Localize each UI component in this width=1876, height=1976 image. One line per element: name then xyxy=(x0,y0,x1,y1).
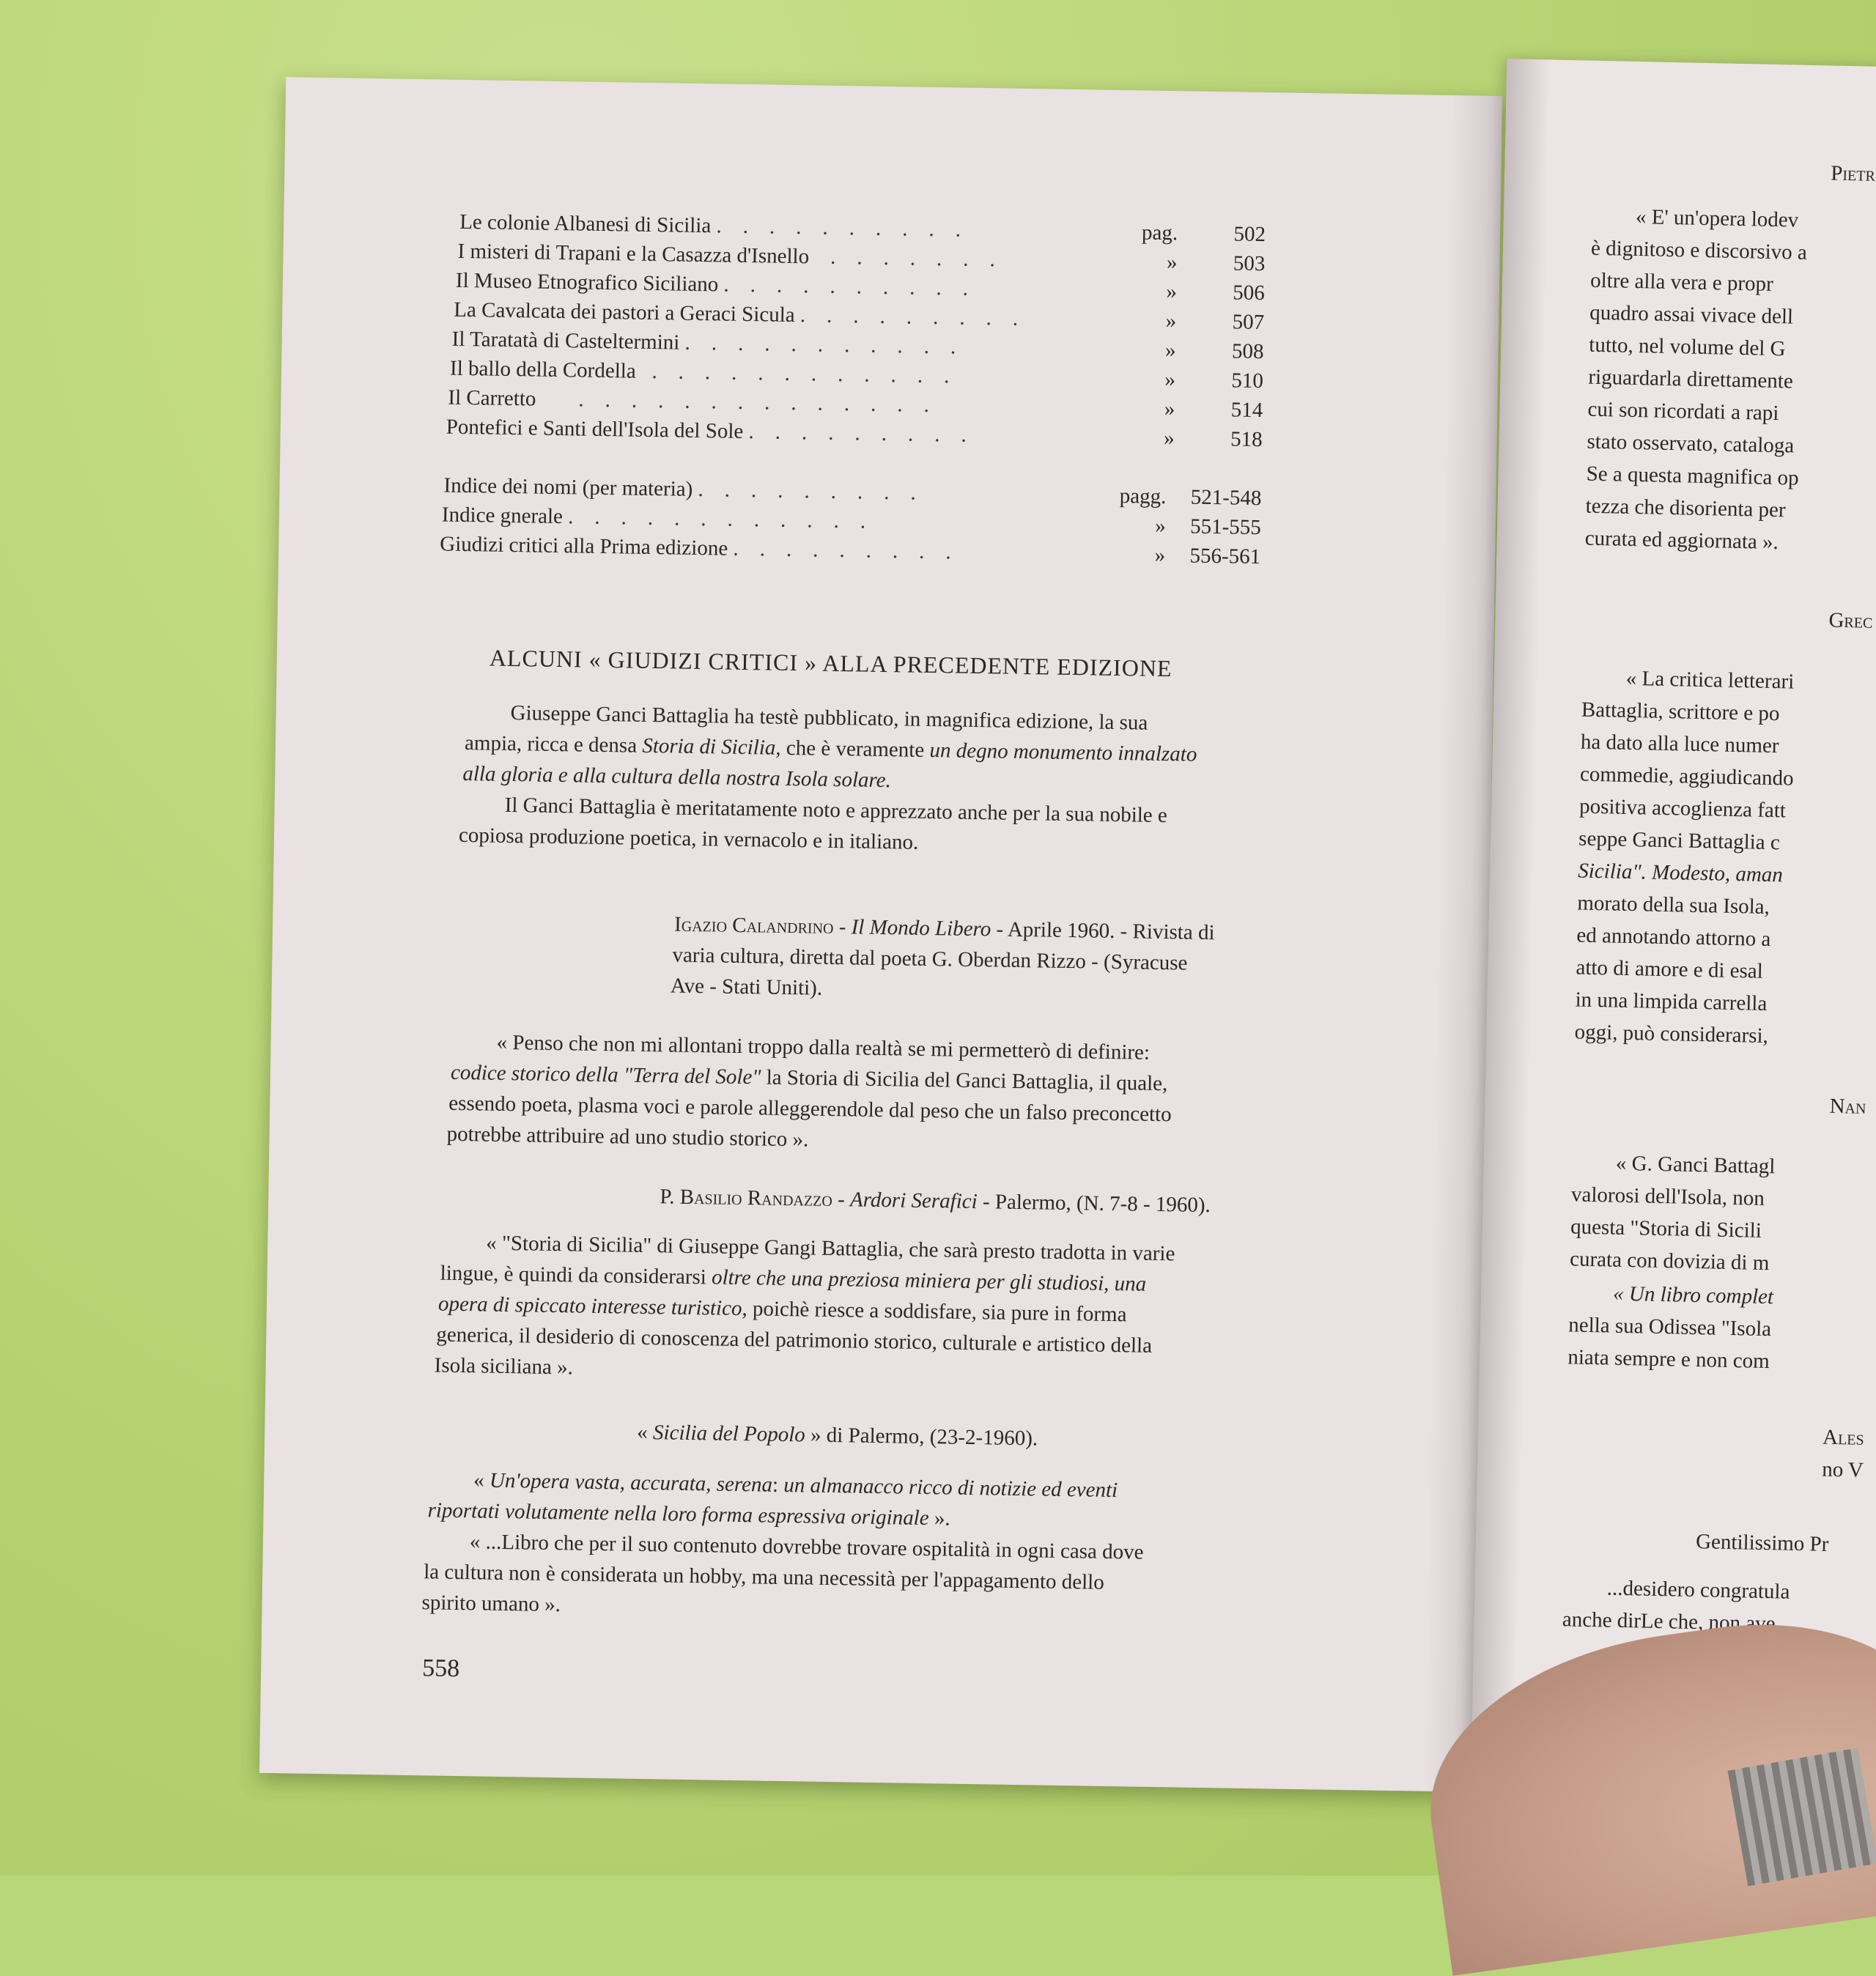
right-line: curata ed aggiornata ». xyxy=(1584,526,1779,555)
review-paragraph-1: Giuseppe Ganci Battaglia ha testè pubblicato, in magnifica edizione, la sua ampia, ricca e densa Storia di Sicilia, che è veramente un degno monumento innalzato alla gloria e alla cultura della nostra Isola solare. Il Ganci Battaglia è meritatamente noto e apprezzato anche per la sua nobile e copiosa produzione poetica, in vernacolo e in italiano. xyxy=(458,701,1197,854)
right-line: oltre alla vera e propr xyxy=(1589,268,1774,296)
right-line: valorosi dell'Isola, non xyxy=(1570,1183,1765,1210)
review-credit-2: P. Basilio Randazzo - Ardori Serafici - Palermo, (N. 7-8 - 1960). xyxy=(660,1185,1211,1218)
right-line: Pietr xyxy=(1830,161,1876,186)
right-line: tutto, nel volume del G xyxy=(1589,333,1786,361)
page-number: 558 xyxy=(421,1654,460,1683)
right-line: Battaglia, scrittore e po xyxy=(1581,697,1780,726)
toc-entry: I misteri di Trapani e la Casazza d'Isnello . . . . . . . xyxy=(457,239,996,272)
toc-page: 556-561 xyxy=(1189,544,1261,569)
right-line: ha dato alla luce numer xyxy=(1580,730,1779,758)
toc-page: 521-548 xyxy=(1190,485,1262,511)
right-line: ed annotando attorno a xyxy=(1576,923,1771,952)
right-line: nella sua Odissea "Isola xyxy=(1567,1313,1772,1342)
toc-prefix: » xyxy=(1166,280,1178,304)
toc-prefix: » xyxy=(1164,338,1176,363)
toc-entry: Indice gnerale . . . . . . . . . . . . xyxy=(441,503,866,533)
toc-prefix: pagg. xyxy=(1119,484,1167,509)
toc-entry: La Cavalcata dei pastori a Geraci Sicula . . . . . . . . . xyxy=(454,297,1019,330)
right-line: Gentilissimo Pr xyxy=(1695,1530,1829,1556)
toc-entry: Indice dei nomi (per materia) . . . . . . . . . xyxy=(443,473,917,505)
right-line: questa "Storia di Sicili xyxy=(1570,1215,1762,1243)
right-line: in una limpida carrella xyxy=(1575,988,1768,1015)
review-credit-3: « Sicilia del Popolo » di Palermo, (23-2-1960). xyxy=(637,1420,1038,1451)
toc-entry: Le colonie Albanesi di Sicilia . . . . . . . . . . xyxy=(459,210,961,242)
toc-entry: Il Taratatà di Casteltermini . . . . . . . . . . . xyxy=(451,327,956,359)
right-line: atto di amore e di esal xyxy=(1576,955,1764,983)
watch-strap xyxy=(1727,1748,1876,1887)
toc-prefix: pag. xyxy=(1141,221,1178,245)
right-line: « Un libro complet xyxy=(1612,1281,1774,1309)
toc-page: 518 xyxy=(1230,427,1263,452)
toc-page: 514 xyxy=(1230,398,1263,423)
right-line: stato osservato, cataloga xyxy=(1587,429,1795,458)
toc-prefix: » xyxy=(1164,367,1176,392)
toc-page: 502 xyxy=(1233,222,1266,247)
toc-entry: Il Museo Etnografico Siciliano . . . . . . . . . . xyxy=(455,268,969,300)
toc-prefix: » xyxy=(1165,309,1177,333)
review-credit-1: Igazio Calandrino - Il Mondo Libero - Aprile 1960. - Rivista di varia cultura, diretta dal poeta G. Oberdan Rizzo - (Syracuse Ave - Stati Uniti). xyxy=(670,912,1215,1000)
section-heading: ALCUNI « GIUDIZI CRITICI » ALLA PRECEDENTE EDIZIONE xyxy=(489,644,1172,682)
right-line: Grec xyxy=(1828,608,1873,633)
right-line: « E' un'opera lodev xyxy=(1635,204,1799,232)
right-line: ...desidero congratula xyxy=(1606,1576,1790,1604)
toc-prefix: » xyxy=(1154,543,1166,568)
toc-prefix: » xyxy=(1166,251,1178,275)
right-line: curata con dovizia di m xyxy=(1569,1247,1770,1276)
toc-page: 510 xyxy=(1231,369,1264,393)
toc-page: 551-555 xyxy=(1189,514,1262,540)
toc-entry: Il ballo della Cordella . . . . . . . . . . . . xyxy=(449,356,950,388)
right-line: commedie, aggiudicando xyxy=(1579,762,1794,791)
right-line: morato della sua Isola, xyxy=(1577,891,1770,919)
toc-prefix: » xyxy=(1163,426,1175,451)
right-book-page xyxy=(1471,59,1876,1781)
toc-entry: Giudizi critici alla Prima edizione . . . . . . . . . xyxy=(440,532,951,564)
right-line: è dignitoso e discorsivo a xyxy=(1590,236,1808,264)
toc-prefix: » xyxy=(1164,396,1175,421)
right-line: no V xyxy=(1821,1457,1864,1482)
right-line: niata sempre e non com xyxy=(1567,1345,1770,1374)
right-line: « La critica letterari xyxy=(1625,666,1795,694)
right-line: oggi, può considerarsi, xyxy=(1574,1020,1769,1048)
toc-page: 506 xyxy=(1233,281,1266,306)
review-paragraph-3: « "Storia di Sicilia" di Giuseppe Gangi Battaglia, che sarà presto tradotta in varie lingue, è quindi da considerarsi oltre che una preziosa miniera per gli studiosi, una opera di spiccato interesse turistico, poichè riesce a soddisfare, sia pure in forma generica, il desiderio di conoscenza del patrimonio storico, culturale e artistico della Isola siciliana ». xyxy=(434,1231,1175,1380)
right-line: « G. Ganci Battagl xyxy=(1615,1151,1776,1179)
toc-page: 507 xyxy=(1232,310,1265,335)
right-line: Sicilia". Modesto, aman xyxy=(1577,859,1784,887)
toc-page: 508 xyxy=(1231,339,1264,364)
review-paragraph-4: « Un'opera vasta, accurata, serena: un almanacco ricco di notizie ed eventi riportati volutamente nella loro forma espressiva originale ». « ...Libro che per il suo contenuto dovrebbe trovare ospitalità in ogni casa dove la cultura non è considerata un hobby, ma una necessità per l'appagamento dello spirito umano ». xyxy=(421,1468,1144,1617)
right-line: tezza che disorienta per xyxy=(1585,494,1786,522)
toc-page: 503 xyxy=(1233,251,1266,276)
toc-entry: Il Carretto . . . . . . . . . . . . . . xyxy=(448,385,930,417)
right-line: positiva accoglienza fatt xyxy=(1578,794,1787,823)
right-line: quadro assai vivace dell xyxy=(1589,300,1794,329)
right-line: riguardarla direttamente xyxy=(1588,365,1794,393)
right-line: Se a questa magnifica op xyxy=(1586,462,1799,490)
review-paragraph-2: « Penso che non mi allontani troppo dalla realtà se mi permetterò di definire: codice storico della "Terra del Sole" la Storia di Sicilia del Ganci Battaglia, il quale, essendo poeta, plasma voci e parole alleggerendole dal peso che un falso preconcetto potrebbe attribuire ad uno studio storico ». xyxy=(446,1030,1172,1152)
right-line: cui son ricordati a rapi xyxy=(1587,397,1779,426)
right-line: Ales xyxy=(1822,1425,1865,1450)
right-line: Nan xyxy=(1829,1094,1866,1119)
right-line: seppe Ganci Battaglia c xyxy=(1578,826,1781,855)
left-book-page xyxy=(259,77,1502,1792)
toc-entry: Pontefici e Santi dell'Isola del Sole . . . . . . . . . xyxy=(446,415,967,447)
toc-prefix: » xyxy=(1155,514,1167,539)
right-line: anche dirLe che, non ave xyxy=(1562,1607,1776,1636)
